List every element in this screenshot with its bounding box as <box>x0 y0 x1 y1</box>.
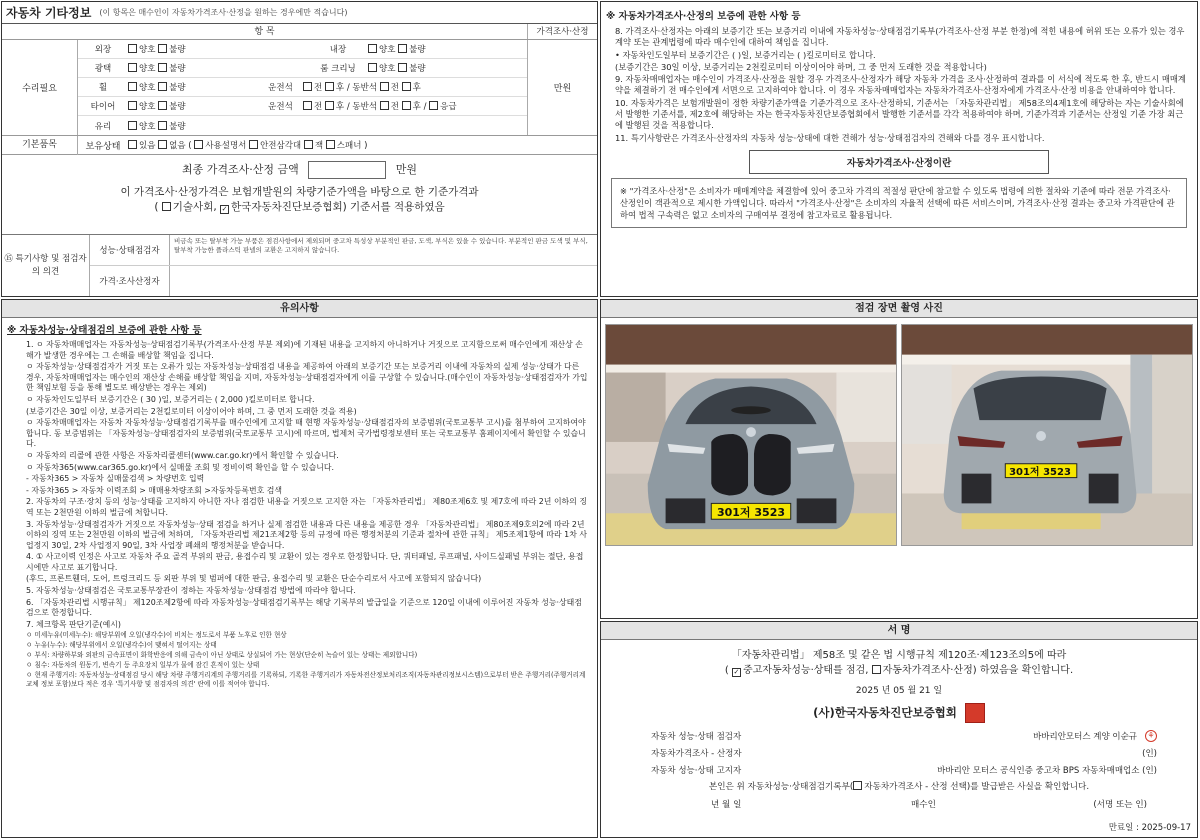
sign-line1: 「자동차관리법」 제58조 및 같은 법 시행규칙 제120조·제123조의5에 따라 <box>731 650 1067 661</box>
definition-title: 자동차가격조사·산정이란 <box>749 150 1049 174</box>
checkbox[interactable] <box>194 140 203 149</box>
opt-label: 불량 <box>169 121 186 132</box>
row-label: 타이어 <box>90 102 116 112</box>
row-label: 외장 <box>94 45 112 55</box>
checkbox[interactable] <box>158 44 167 53</box>
checkbox[interactable] <box>158 140 167 149</box>
price-assessor-label: 가격·조사산정자 <box>90 266 170 296</box>
notes-panel <box>1 299 598 838</box>
opt-label: 없음 <box>169 141 186 151</box>
signature-panel: 서 명 「자동차관리법」 제58조 및 같은 법 시행규칙 제120조·제123조의5에 따라 ( ✓중고자동차성능·상태를 점검, 자동차가격조사·산정) 하였음을 확인합니다. 2025 년 05 월 21 일 (사)한국자동차진단보증협회 자동차 성능·상태 점검자 바바리안모터스 계양 이순규 ⚘ 자동차가격조사 - 산정자 (인) 자동차 성능·상태 고지자 바바리안 모터스 공식인증 중고차 BPS 자동차매매업소 (인) 본인은 위 자동차성능·상태점검기록부( 자동차가격조사 - 산정 선택)를 발급받은 사실을 확인합니다. 년 월 일 매수인 (서명 또는 인) 만료일 : 2025-09-17 <box>600 621 1198 838</box>
sign-row-inspector <box>641 727 1167 744</box>
vehicle-other-info-panel <box>1 1 598 297</box>
opt-label: 양호 <box>139 45 156 55</box>
notes-items <box>2 340 597 689</box>
checkbox[interactable] <box>128 101 137 110</box>
checkbox[interactable] <box>872 665 881 674</box>
opt-label: 안전삼각대 <box>260 141 302 151</box>
opt-label: 사용설명서 <box>205 141 247 151</box>
definition-body: ※ "가격조사·산정"은 소비자가 매매계약을 체결함에 있어 중고차 가격의 적절성 판단에 참고할 수 있도록 법령에 의한 절차와 기준에 따라 전문 가격조사·산정인이 객관적으로 제시한 가액입니다. 따라서 "가격조사·산정"은 소비자의 자율적 선택에 따른 서비스이며, 가격조사·산정 결과는 중고차 가격판단에 관하여 법적 구속력은 없고 소비자의 구매여부 결정에 참고자료로 활용됩니다. <box>611 178 1187 228</box>
opt-label: 있음 <box>139 141 156 151</box>
basic-options <box>128 139 367 151</box>
basis-opt2: 한국자동차진단보증협회) 기준서를 적용하였음 <box>231 201 445 213</box>
panel-title: 자동차 기타정보 <box>6 6 92 20</box>
notes-header: 유의사항 <box>2 300 597 318</box>
paren: ( <box>188 141 192 151</box>
item-8-note: (보증기간은 30일 이상, 보증거리는 2천킬로미터 이상이어야 하며, 그 중 먼저 도래한 것을 적용합니다) <box>615 61 987 72</box>
col-price-header: 가격조사·산정 <box>536 27 589 37</box>
opt-label: 전 <box>390 102 399 112</box>
sign-line2a: 중고자동차성능·상태를 점검, <box>742 665 869 676</box>
checkbox-checked[interactable] <box>732 668 741 677</box>
item-11: 11. 특기사항란은 가격조사·산정자의 자동차 성능·상태에 대한 견해가 성능·상태점검자의 견해와 다를 경우 표시합니다. <box>615 132 1045 143</box>
receive-b: 자동차가격조사 - 산정 선택)를 발급받은 사실을 확인합니다. <box>864 782 1090 792</box>
basis-opt1: 기술사회, <box>172 201 217 213</box>
opt-label: 잭 <box>314 141 324 151</box>
opt-label: 스패너 ) <box>336 141 368 151</box>
checkbox[interactable] <box>380 82 389 91</box>
opt-label: 불량 <box>169 64 186 74</box>
repair-row-wheel <box>78 78 527 97</box>
opt-label: 후 / 동반석 <box>335 83 378 93</box>
inspector-opinion: 비금속 또는 탈부착 가능 부품은 점검사항에서 제외되며 중고차 특성상 부분적인 판금, 도색, 부식은 있을 수 있습니다. 부분적인 판금 도색 및 부식, 탈부착 가능한 플라스틱 판넬의 교환은 고지하지 않습니다. <box>174 237 588 254</box>
special-notes <box>2 234 597 296</box>
sign-row-label: 자동차 성능·상태 고지자 <box>651 765 742 776</box>
repair-rows <box>78 40 528 135</box>
opt-label: 불량 <box>169 45 186 55</box>
notes-title: ※ 자동차성능·상태점검의 보증에 관한 사항 등 <box>7 325 202 336</box>
note-item: 2. 자동차의 구조·장치 등의 성능·상태를 고지하지 아니한 자나 점검한 내용을 거짓으로 고지한 자는 「자동차관리법」 제80조제6호 및 제7호에 따라 2년 이하의 징역 또는 2천만원 이하의 벌금에 처합니다. <box>26 497 587 517</box>
checkbox[interactable] <box>380 101 389 110</box>
opt-label: 불량 <box>409 45 426 55</box>
opt-label: 후 <box>412 83 421 93</box>
opt-label: 불량 <box>169 102 186 112</box>
row-label: 운전석 <box>268 83 293 93</box>
opt-label: 전 <box>314 83 323 93</box>
sign-row-value: (인) <box>1142 748 1157 759</box>
note-item: ㅇ 자동차인도일부터 보증기간은 ( 30 )일, 보증거리는 ( 2,000 )킬로미터로 합니다. <box>26 394 315 404</box>
basis-line1: 이 가격조사·산정가격은 보험개발원의 차량기준가액을 바탕으로 한 기준가격과 <box>120 186 479 198</box>
opt-label: 후 / 동반석 <box>335 102 378 112</box>
checkbox[interactable] <box>158 101 167 110</box>
final-price <box>2 161 597 179</box>
opt-label: 후 / <box>412 102 427 112</box>
note-item: ㅇ 현재 주행거리: 자동차성능·상태점검 당시 해당 차량 주행거리계의 주행거리를 기록하되, 기록한 주행거리가 자동차전산정보처리조직(자동차관리정보시스템)으로부터 받은 주행거리(주행거리계 교체 정보 포함)보다 적은 경우 '특기사항 및 점검자의 의견' 란에 이를 적어야 합니다. <box>26 671 586 689</box>
checkbox[interactable] <box>128 121 137 130</box>
row-label: 룸 크리닝 <box>320 64 356 74</box>
checkbox[interactable] <box>368 63 377 72</box>
photos-header: 점검 장면 촬영 사진 <box>601 300 1197 318</box>
checkbox[interactable] <box>304 140 313 149</box>
note-item: (보증기간은 30일 이상, 보증거리는 2천킬로미터 이상이어야 하며, 그 중 먼저 도래한 것을 적용) <box>26 406 357 416</box>
checkbox[interactable] <box>325 82 334 91</box>
price-guarantee-panel <box>600 1 1198 297</box>
note-item: ㅇ 자동차365(www.car365.go.kr)에서 실매물 조회 및 정비이력 확인을 할 수 있습니다. <box>26 462 335 472</box>
price-value: 만원 <box>553 84 572 94</box>
opt-label: 불량 <box>169 83 186 93</box>
note-item: 3. 자동차성능·상태점검자가 거짓으로 자동차성능·상태 점검을 하거나 실제 점검한 내용과 다른 내용을 제공한 경우 「자동차관리법」 제80조제9호의2에 따라 2년 이하의 징역 또는 2천만원 이하의 벌금에 처하며, 「자동차관리법 제21조제2항 등의 규정에 따른 행정처분의 기준과 절차에 관한 규칙」 제5조제1항에 따라 1차 사업정지 30일, 2차 사업정지 90일, 3차 사업장 폐쇄의 행정처분을 받습니다. <box>26 519 587 550</box>
repair-row-glass <box>78 116 527 135</box>
row-label: 내장 <box>329 45 347 55</box>
buyer-label: 매수인 <box>911 800 936 810</box>
note-item: ㅇ 미세누유(미세누수): 해당부위에 오일(냉각수)이 비치는 정도로서 부품 노후로 인한 현상 <box>26 631 287 640</box>
receive-a: 본인은 위 자동차성능·상태점검기록부( <box>708 782 854 792</box>
inspection-photos-panel <box>600 299 1198 619</box>
sign-header: 서 명 <box>601 622 1197 640</box>
repair-row-exterior <box>78 40 527 59</box>
checkbox[interactable] <box>162 202 171 211</box>
checkbox[interactable] <box>128 82 137 91</box>
sign-row-label: 자동차 성능·상태 점검자 <box>651 731 742 742</box>
seal-stamp-icon <box>965 703 985 723</box>
final-price-label: 최종 가격조사·산정 금액 <box>181 163 299 176</box>
note-item: ㅇ 자동차매매업자는 자동차 자동차성능·상태점검기록부를 매수인에게 고지할 때 현행 자동차성능·상태점검자의 보증범위(국토교통부 고시)를 첨부하여 고지하여야 합니다. 동 보증범위는 「자동차성능·상태점검자의 보증범위(국토교통부 고시)에 따르며, 법제처 국가법령정보센터 또는 국토교통부 홈페이지에서 확인할 수 있습니다. <box>26 418 586 449</box>
row-label: 운전석 <box>268 102 293 112</box>
note-item: 1. ㅇ 자동차매매업자는 자동차성능·상태점검기록부(가격조사·산정 부분 제외)에 기재된 내용을 고지하지 아니하거나 거짓으로 고지함으로써 매수인에게 재산상 손해가 발생한 경우에는 그 손해를 배상할 책임을 집니다. <box>26 340 583 360</box>
buyer-date: 년 월 일 <box>711 800 742 810</box>
checkbox-checked[interactable] <box>220 205 229 214</box>
opt-label: 양호 <box>139 102 156 112</box>
note-item: - 자동차365 > 자동차 이력조회 > 매매용차량조회 >자동차등록번호 검색 <box>26 485 282 495</box>
basic-items-row <box>2 136 597 155</box>
checkbox[interactable] <box>249 140 258 149</box>
checkbox[interactable] <box>158 121 167 130</box>
repair-label: 수리필요 <box>2 40 78 135</box>
checkbox[interactable] <box>128 140 137 149</box>
note-item: ㅇ 침수: 자동차의 원동기, 변속기 등 주요장치 일부가 물에 잠긴 흔적이 있는 상태 <box>26 661 260 670</box>
note-item: - 자동차365 > 자동차 실매물검색 > 차량번호 입력 <box>26 474 205 484</box>
note-item: (후드, 프론트휀더, 도어, 트렁크리드 등 외판 부위 및 범퍼에 대한 판금, 용접수리 및 교환은 단순수리로서 사고에 포함되지 않습니다) <box>26 574 482 584</box>
receive-statement <box>601 780 1197 792</box>
row-label: 유리 <box>94 121 112 132</box>
buyer-sign: (서명 또는 인) <box>1093 800 1147 810</box>
basic-label: 기본품목 <box>2 136 78 155</box>
opt-label: 양호 <box>379 45 396 55</box>
sign-row-value: 바바리안 모터스 공식인증 중고차 BPS 자동차매매업소 (인) <box>937 765 1157 776</box>
sign-date: 2025 년 05 월 21 일 <box>855 686 943 696</box>
sign-row-label: 자동차가격조사 - 산정자 <box>651 748 742 759</box>
rear-plate: 301저 3523 <box>1009 467 1071 478</box>
car-rear-photo[interactable] <box>901 324 1193 546</box>
checkbox[interactable] <box>402 82 411 91</box>
seal-icon: ⚘ <box>1145 730 1157 742</box>
panel-note: (이 항목은 매수인이 자동차가격조사·산정을 원하는 경우에만 적습니다) <box>99 8 348 17</box>
row-label: 광택 <box>94 64 112 74</box>
checkbox[interactable] <box>128 63 137 72</box>
sign-row-assessor <box>641 744 1167 761</box>
basic-sub: 보유상태 <box>85 141 121 152</box>
car-front-photo[interactable] <box>605 324 897 546</box>
final-price-unit: 만원 <box>395 163 417 176</box>
price-assessor-opinion <box>170 266 597 296</box>
checkbox[interactable] <box>429 101 438 110</box>
col-item-header: 항 목 <box>2 24 528 39</box>
repair-row-tire <box>78 97 527 116</box>
note-item: 4. ① 사고이력 인정은 사고로 자동차 주요 골격 부위의 판금, 용접수리 및 교환이 있는 경우로 한정합니다. 단, 쿼터패널, 루프패널, 사이드실패널 부위는 절단, 용접 시에만 사고로 표기합니다. <box>26 552 584 572</box>
checkbox[interactable] <box>326 140 335 149</box>
sign-row-value: 바바리안모터스 계양 이순규 <box>1033 731 1137 742</box>
note-item: ㅇ 자동차의 리콜에 관한 사항은 자동차리콜센터(www.car.go.kr)에서 확인할 수 있습니다. <box>26 450 339 460</box>
opt-label: 불량 <box>409 64 426 74</box>
checkbox[interactable] <box>398 63 407 72</box>
checkbox[interactable] <box>158 63 167 72</box>
opt-label: 양호 <box>139 83 156 93</box>
note-item: ㅇ 자동차성능·상태점검자가 거짓 또는 오류가 있는 자동차성능·상태점검 내용을 제공하여 아래의 보증기간 또는 보증거리 이내에 자동차의 실제 성능·상태가 다른 경우, 자동차매매업자는 매수인의 재산상 손해를 배상할 책임을 지며, 자동차성능·상태점검자에게 이를 구상할 수 있습니다.(매수인이 자동차성능·상태점검자가 가입한 책임보험 등을 통해 별도로 배상받는 경우는 제외) <box>26 362 588 393</box>
note-item: ㅇ 부식: 차량하부와 외판의 금속표면이 화학반응에 의해 금속이 아닌 상태로 상실되어 가는 현상(단순히 녹슬어 있는 상태는 제외합니다) <box>26 651 418 660</box>
note-item: ㅇ 누유(누수): 해당부위에서 오일(냉각수)이 맺혀서 떨어지는 상태 <box>26 641 217 650</box>
sign-line2b: 자동차가격조사·산정) 하였음을 확인합니다. <box>882 665 1074 676</box>
item-10: 10. 자동차가격은 보험개발원이 정한 차량기준가액을 기준가격으로 조사·산정하되, 기준서는 「자동차관리법」 제58조의4제1호에 해당하는 자는 기술사회에서 발행한 기준서를, 제2호에 해당하는 자는 한국자동차진단보증협회에서 발행한 기준서를 각각 적용하여야 하며, 기준가격과 기준서는 산정일 기준 가장 최근에 발행된 것을 적용합니다. <box>615 97 1184 131</box>
checkbox[interactable] <box>158 82 167 91</box>
item-9: 9. 자동차매매업자는 매수인이 가격조사·산정을 원할 경우 가격조사·산정자가 해당 자동차 가격을 조사·산정하여 결과를 이 서식에 적도록 한 후, 반드시 매매계약을 체결하기 전 매수인에게 서면으로 고지하여야 합니다. 이 경우 자동차매매업자는 자동차가격조사·산정자에게 가격조사·산정 비용을 안내하여야 합니다. <box>615 74 1186 96</box>
note-item: 6. 「자동차관리법 시행규칙」 제120조제2항에 따라 자동차성능·상태점검기록부는 해당 기록부의 발급일을 기준으로 120일 이내에 이루어진 자동차 성능·상태점검으로 한정합니다. <box>26 597 582 618</box>
opt-label: 양호 <box>379 64 396 74</box>
sign-row-notifier <box>641 761 1167 778</box>
special-label: ⑮ 특기사항 및 점검자의 의견 <box>2 235 90 296</box>
front-plate: 301저 3523 <box>716 506 786 519</box>
checkbox[interactable] <box>128 44 137 53</box>
note-item: 7. 체크항목 판단기준(예시) <box>26 619 121 629</box>
checkbox[interactable] <box>325 101 334 110</box>
expire-date: 만료일 : 2025-09-17 <box>1108 823 1191 833</box>
opt-label: 전 <box>314 102 323 112</box>
checkbox[interactable] <box>853 781 862 790</box>
item-8-period: • 자동차인도일부터 보증기간은 ( )일, 보증거리는 ( )킬로미터로 합니다. <box>615 49 876 60</box>
opt-label: 응급 <box>440 102 457 112</box>
row-label: 휠 <box>98 83 108 93</box>
opt-label: 양호 <box>139 64 156 74</box>
checkbox[interactable] <box>368 44 377 53</box>
guarantee-items <box>601 26 1197 144</box>
opt-label: 양호 <box>139 121 156 132</box>
section-title: ※ 자동차가격조사·산정의 보증에 관한 사항 등 <box>606 11 801 22</box>
note-item: 5. 자동차성능·상태점검은 국토교통부장관이 정하는 자동차성능·상태점검 방법에 따라야 합니다. <box>26 586 356 596</box>
checkbox[interactable] <box>398 44 407 53</box>
sign-org: (사)한국자동차진단보증협회 <box>813 705 957 720</box>
checkbox[interactable] <box>402 101 411 110</box>
panel-title-row <box>2 2 597 24</box>
checkbox[interactable] <box>303 82 312 91</box>
checkbox[interactable] <box>303 101 312 110</box>
inspector-label: 성능·상태점검자 <box>90 235 170 265</box>
repair-row-gloss <box>78 59 527 78</box>
final-price-input[interactable] <box>308 161 386 179</box>
basis-statement: 이 가격조사·산정가격은 보험개발원의 차량기준가액을 바탕으로 한 기준가격과 ( 기술사회, ✓ 한국자동차진단보증협회) 기준서를 적용하였음 <box>2 185 597 215</box>
item-8: 8. 가격조사·산정자는 아래의 보증기간 또는 보증거리 이내에 자동차성능·상태점검기록부(가격조사·산정 부분 한정)에 적힌 내용에 허위 또는 오류가 있는 경우 계약 또는 관계법령에 따라 매수인에 대하여 책임을 집니다. <box>615 26 1185 48</box>
opt-label: 전 <box>390 83 399 93</box>
